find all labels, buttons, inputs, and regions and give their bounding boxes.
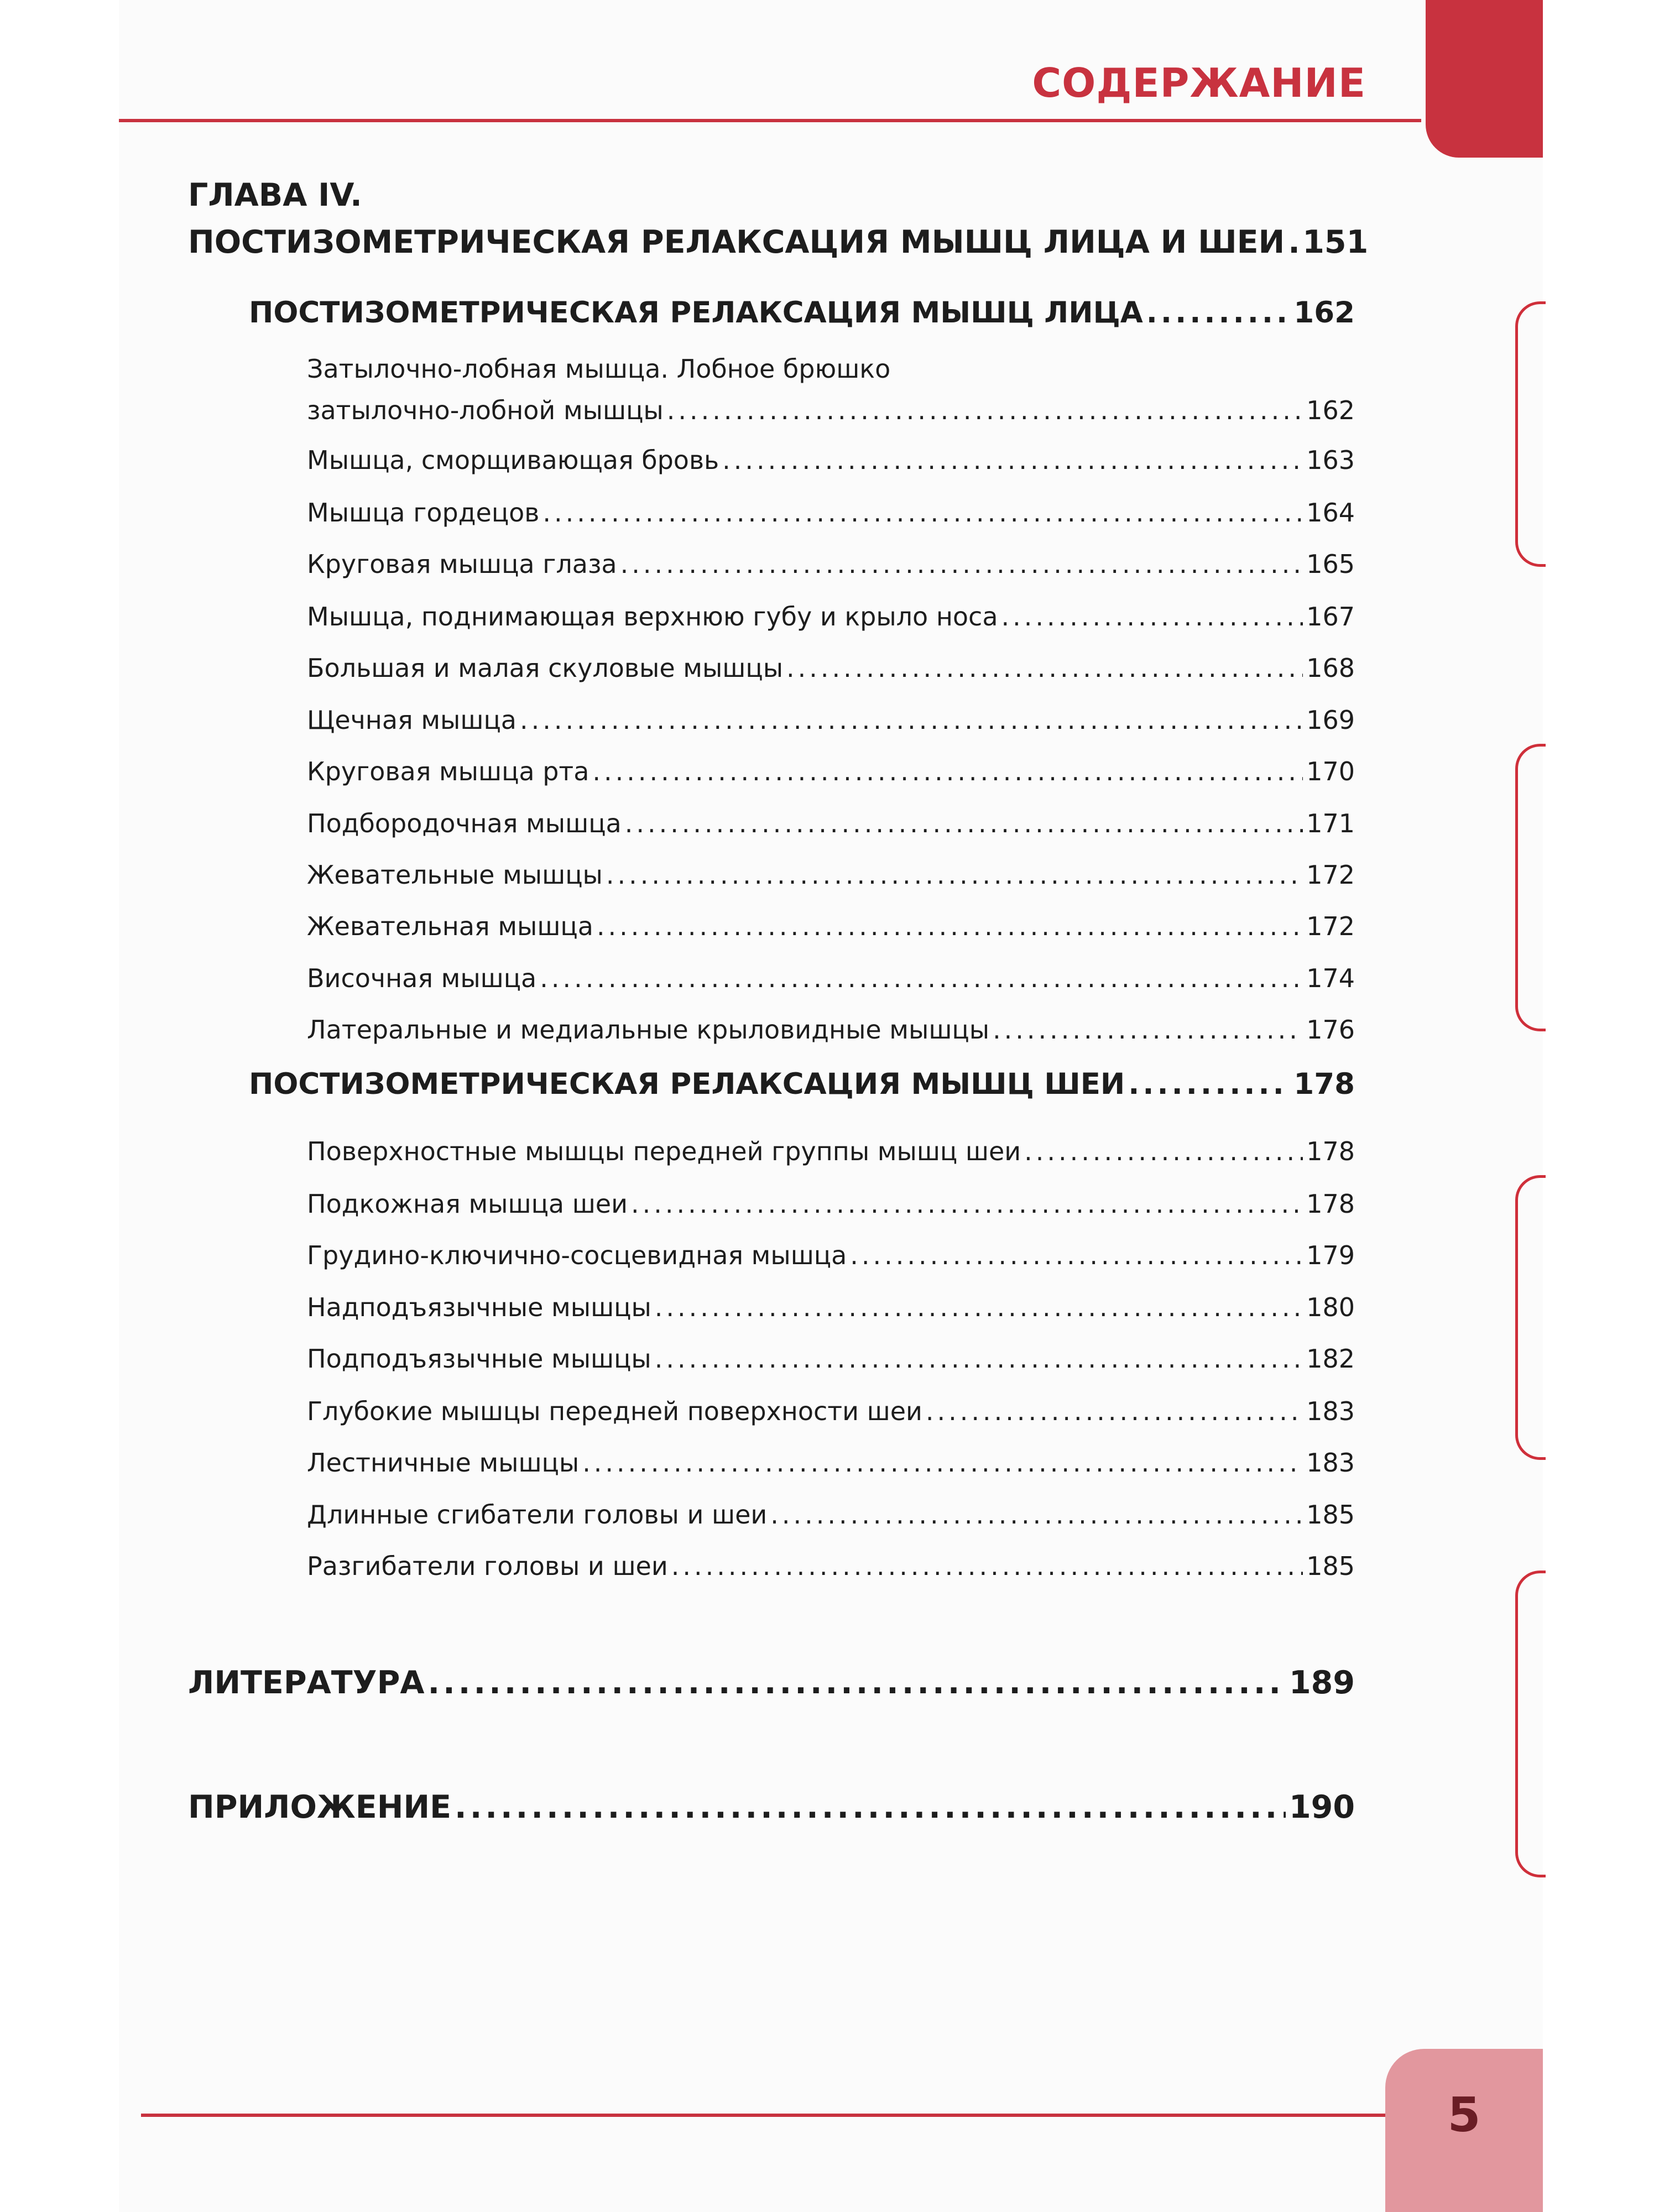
toc-entry-title: Латеральные и медиальные крыловидные мышцы [307,1015,990,1045]
toc-entry-page: 164 [1306,498,1355,528]
toc-entry-title: Жевательные мышцы [307,860,603,890]
toc-entry-page: 165 [1306,549,1355,579]
toc-backmatter-entry[interactable] [188,1665,1355,1701]
toc-entry-title: Большая и малая скуловые мышцы [307,653,784,683]
dot-leader [1128,1067,1290,1101]
toc-item-entry[interactable] [307,911,1355,941]
toc-entry-page: 172 [1306,860,1355,890]
toc-entry-page: 176 [1306,1015,1355,1045]
page-number: 5 [1447,2088,1481,2143]
edge-thumb-mark [1515,1571,1546,1877]
toc-entry-page: 185 [1306,1551,1355,1581]
dot-leader [655,1344,1303,1374]
dot-leader [427,1665,1286,1701]
toc-entry-title: ПОСТИЗОМЕТРИЧЕСКАЯ РЕЛАКСАЦИЯ МЫШЦ ШЕИ [249,1067,1125,1101]
chapter-label: ГЛАВА IV. [188,177,362,213]
toc-item-entry[interactable] [307,602,1355,632]
toc-entry-title: Мышца, поднимающая верхнюю губу и крыло носа [307,602,998,632]
toc-entry-title: Грудино-ключично-сосцевидная мышца [307,1240,847,1270]
dot-leader [631,1189,1303,1219]
toc-entry-page: 163 [1306,445,1355,475]
toc-item-entry[interactable] [307,1500,1355,1530]
dot-leader [542,498,1303,528]
toc-entry-title: Щечная мышца [307,705,517,735]
toc-item-entry[interactable] [307,1551,1355,1581]
toc-section-entry[interactable] [249,1067,1355,1101]
toc-item-entry[interactable] [307,395,1355,425]
dot-leader [671,1551,1303,1581]
toc-entry-title: Глубокие мышцы передней поверхности шеи [307,1396,922,1426]
toc-item-entry[interactable] [307,705,1355,735]
dot-leader [520,705,1303,735]
dot-leader [1288,224,1299,260]
toc-entry-title: Круговая мышца рта [307,757,589,786]
toc-entry-title: ПРИЛОЖЕНИЕ [188,1789,452,1825]
dot-leader [993,1015,1303,1045]
toc-entry-page: 174 [1306,963,1355,993]
toc-item-entry[interactable] [307,860,1355,890]
toc-entry-page: 183 [1306,1448,1355,1478]
toc-entry-page: 178 [1293,1067,1355,1101]
dot-leader [540,963,1303,993]
toc-item-entry[interactable] [307,757,1355,786]
toc-entry-page: 171 [1306,808,1355,838]
toc-item-entry[interactable] [307,1189,1355,1219]
toc-item-entry[interactable] [307,963,1355,993]
toc-item-entry[interactable] [307,498,1355,528]
edge-thumb-mark [1515,301,1546,567]
dot-leader [620,549,1303,579]
dot-leader [625,808,1303,838]
toc-backmatter-entry[interactable] [188,1789,1355,1825]
toc-item-entry[interactable] [307,1292,1355,1322]
toc-entry-page: 183 [1306,1396,1355,1426]
toc-entry-title: Подподъязычные мышцы [307,1344,651,1374]
toc-item-entry[interactable] [307,1240,1355,1270]
toc-entry-title-line1: Затылочно-лобная мышца. Лобное брюшко [307,354,891,384]
toc-item-entry[interactable] [307,808,1355,838]
toc-entry-title: Поверхностные мышцы передней группы мышц шеи [307,1136,1021,1166]
toc-entry-title: Лестничные мышцы [307,1448,580,1478]
toc-entry-page: 167 [1306,602,1355,632]
toc-entry-title: ПОСТИЗОМЕТРИЧЕСКАЯ РЕЛАКСАЦИЯ МЫШЦ ЛИЦА И ШЕИ [188,224,1285,260]
edge-thumb-mark [1515,1175,1546,1460]
toc-item-entry[interactable] [307,653,1355,683]
dot-leader [667,395,1303,425]
toc-entry-title: Жевательная мышца [307,911,593,941]
dot-leader [455,1789,1286,1825]
toc-item-entry[interactable] [307,445,1355,475]
dot-leader [722,445,1303,475]
toc-entry-title: ПОСТИЗОМЕТРИЧЕСКАЯ РЕЛАКСАЦИЯ МЫШЦ ЛИЦА [249,296,1143,330]
header-rule [119,119,1421,122]
toc-entry-title: Мышца гордецов [307,498,540,528]
dot-leader [1024,1136,1303,1166]
toc-entry-page: 168 [1306,653,1355,683]
dot-leader [1001,602,1303,632]
dot-leader [926,1396,1303,1426]
toc-entry-title: Надподъязычные мышцы [307,1292,651,1322]
corner-tab [1426,0,1543,158]
toc-entry-page: 190 [1289,1789,1355,1825]
dot-leader [655,1292,1303,1322]
toc-item-entry[interactable] [307,1448,1355,1478]
toc-item-entry[interactable] [307,1396,1355,1426]
toc-entry-title: ЛИТЕРАТУРА [188,1665,425,1701]
toc-entry-title: Разгибатели головы и шеи [307,1551,668,1581]
toc-entry-page: 189 [1289,1665,1355,1701]
toc-entry-page: 172 [1306,911,1355,941]
footer-rule [141,2114,1405,2117]
section-header-title: СОДЕРЖАНИЕ [1032,60,1366,106]
toc-item-entry[interactable] [307,549,1355,579]
toc-entry-page: 185 [1306,1500,1355,1530]
toc-entry-page: 151 [1302,224,1369,260]
toc-entry-title: Круговая мышца глаза [307,549,617,579]
toc-item-entry[interactable] [307,1136,1355,1166]
dot-leader [582,1448,1303,1478]
edge-thumb-mark [1515,744,1546,1031]
dot-leader [606,860,1303,890]
dot-leader [597,911,1303,941]
toc-entry-page: 178 [1306,1189,1355,1219]
toc-entry-title: затылочно-лобной мышцы [307,395,664,425]
dot-leader [850,1240,1303,1270]
toc-entry-page: 162 [1306,395,1355,425]
toc-entry-title: Подбородочная мышца [307,808,622,838]
dot-leader [1146,296,1291,330]
dot-leader [786,653,1303,683]
toc-section-entry[interactable] [249,296,1355,330]
toc-entry-title: Височная мышца [307,963,537,993]
toc-entry-page: 180 [1306,1292,1355,1322]
dot-leader [592,757,1303,786]
toc-item-entry[interactable] [307,1015,1355,1045]
toc-entry-title: Длинные сгибатели головы и шеи [307,1500,768,1530]
toc-entry-page: 179 [1306,1240,1355,1270]
toc-entry-page: 178 [1306,1136,1355,1166]
toc-entry-page: 169 [1306,705,1355,735]
toc-chapter-entry[interactable] [188,224,1369,260]
dot-leader [770,1500,1303,1530]
toc-entry-page: 162 [1293,296,1355,330]
toc-entry-page: 170 [1306,757,1355,786]
toc-item-entry[interactable] [307,1344,1355,1374]
page-sheet [119,0,1543,2212]
toc-entry-title: Подкожная мышца шеи [307,1189,628,1219]
toc-entry-page: 182 [1306,1344,1355,1374]
toc-entry-title: Мышца, сморщивающая бровь [307,445,719,475]
